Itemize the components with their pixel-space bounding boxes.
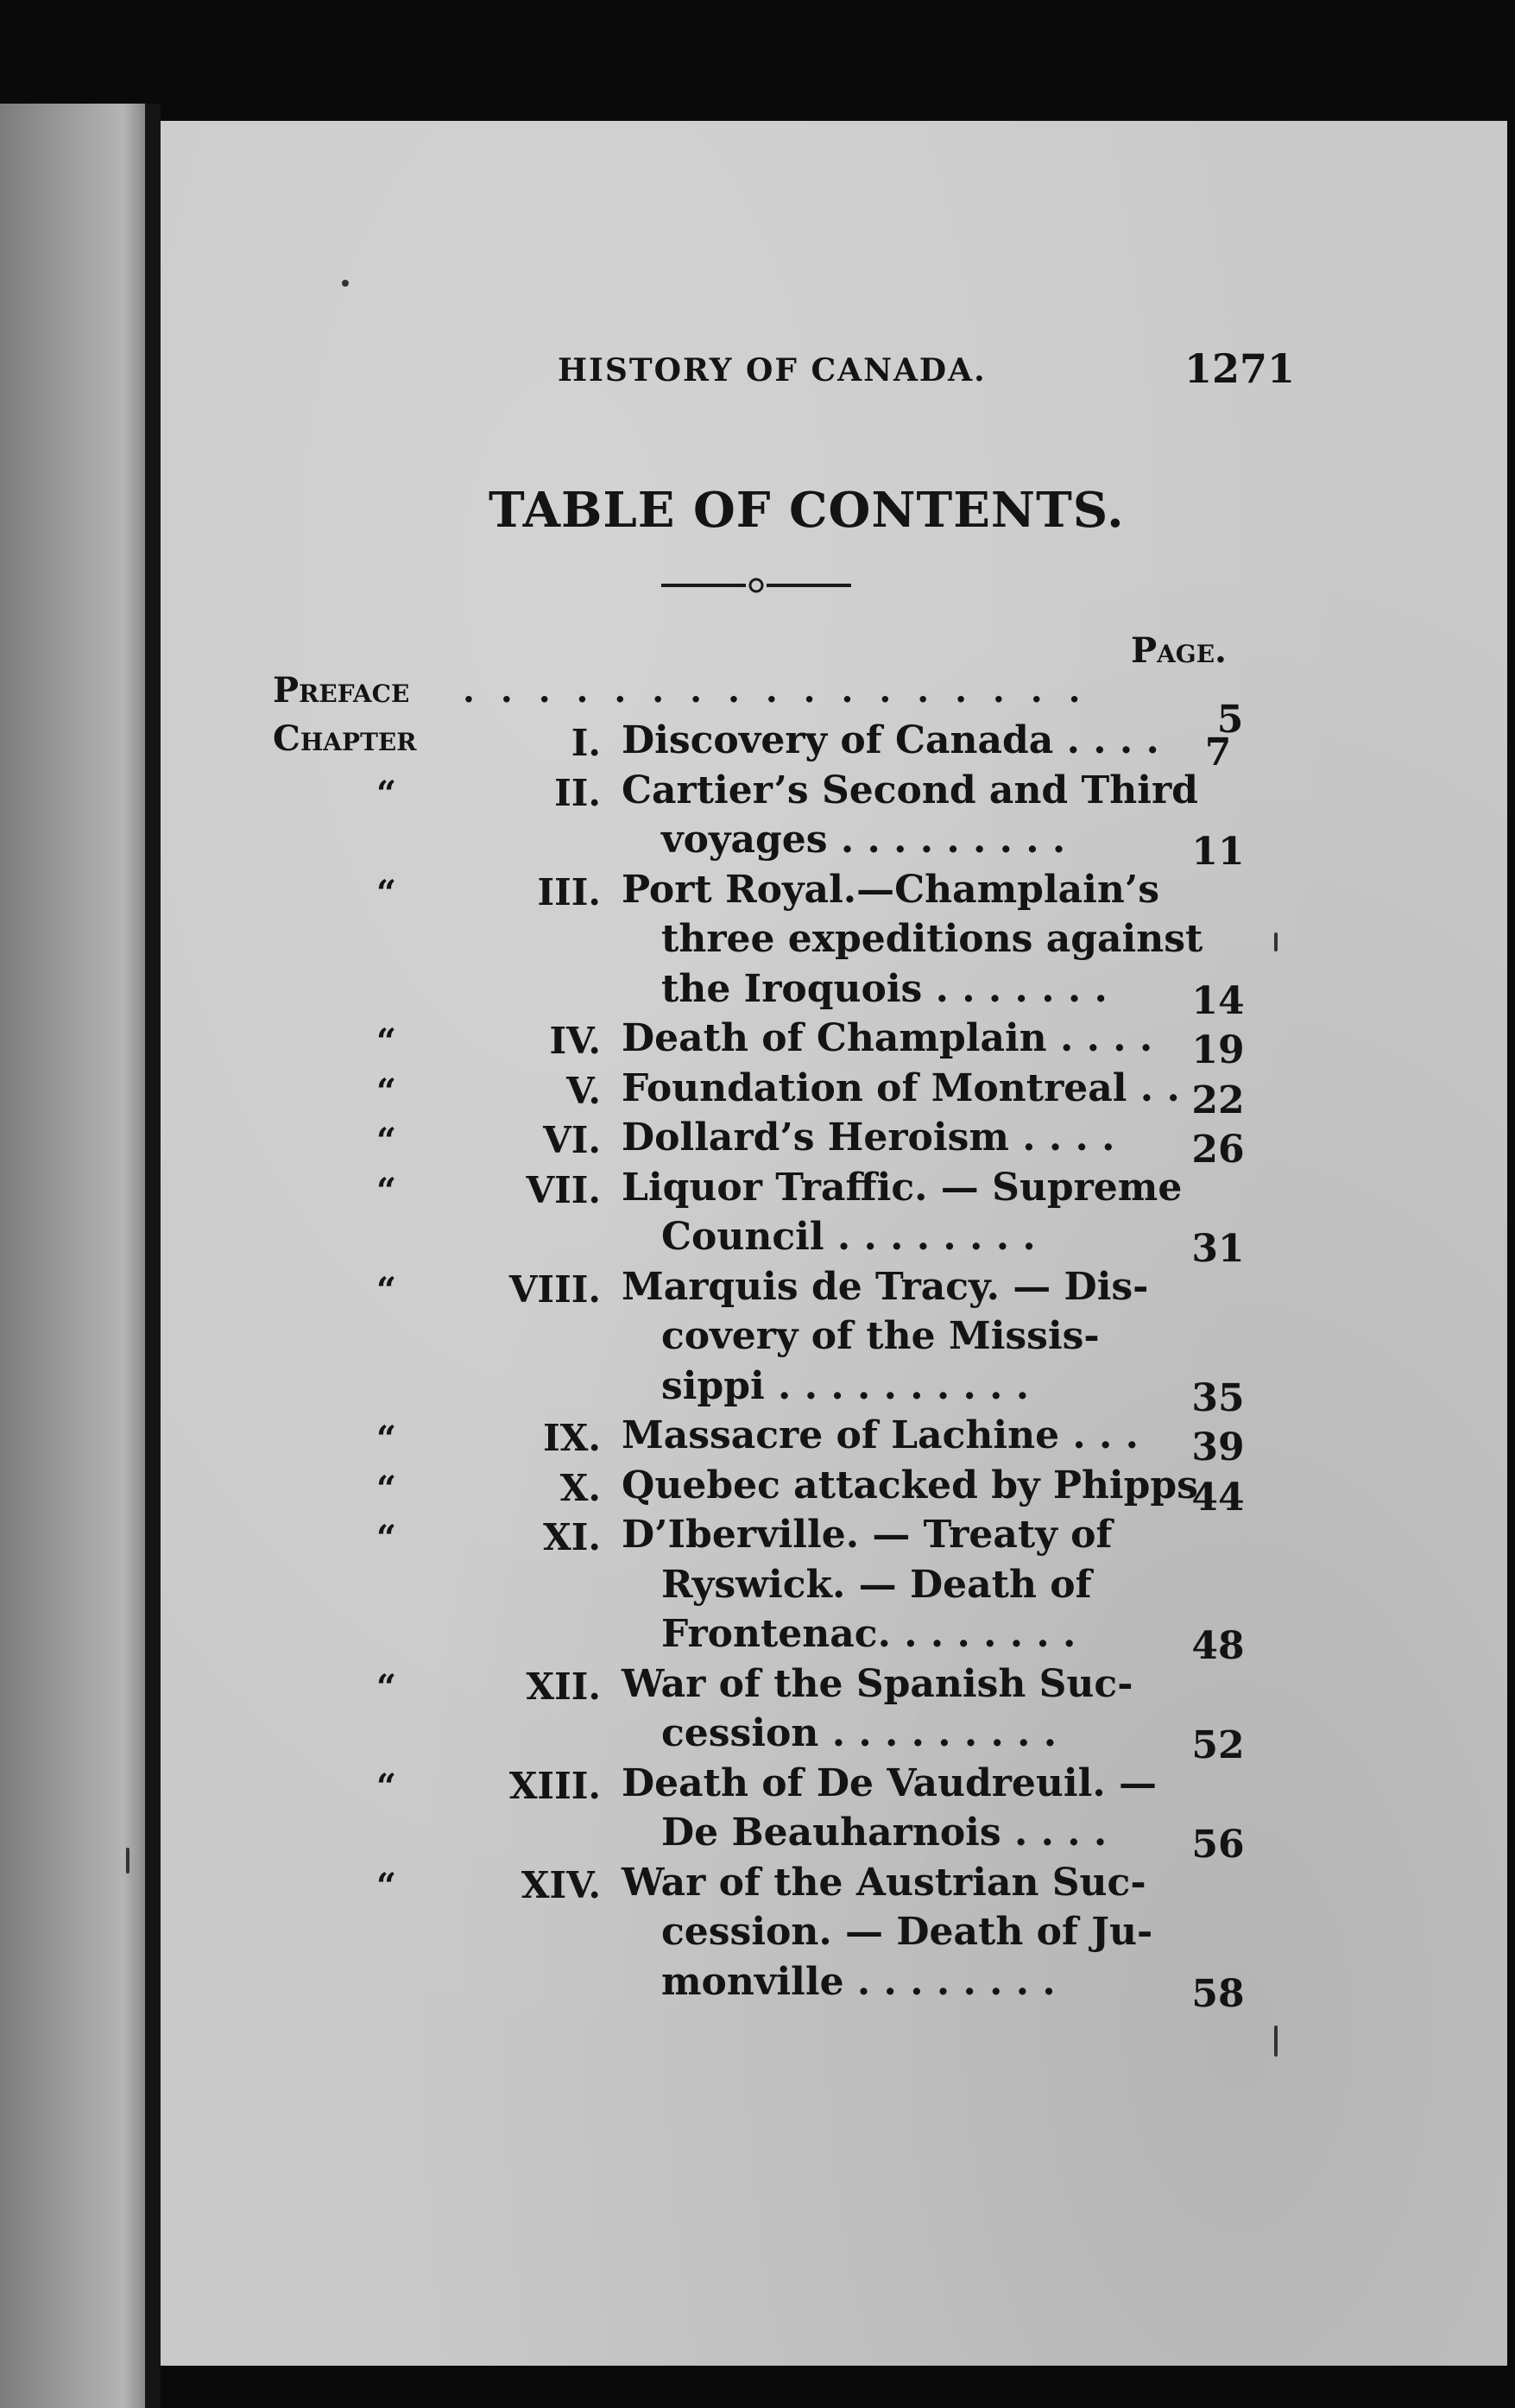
chapter-title-continued: three expeditions against (661, 917, 1203, 961)
chapter-title: Quebec attacked by Phipps (622, 1463, 1198, 1507)
chapter-title-continued: covery of the Missis- (661, 1314, 1100, 1358)
chapter-page: 7 (1204, 730, 1232, 774)
chapter-page: 14 (1191, 978, 1245, 1023)
chapter-title: Marquis de Tracy. — Dis- (622, 1264, 1149, 1309)
chapter-page: 19 (1191, 1028, 1245, 1072)
print-speck (1274, 932, 1278, 951)
facing-page-edge (0, 104, 145, 2408)
ditto-mark: “ (376, 1865, 397, 1906)
chapter-title: War of the Spanish Suc- (622, 1661, 1133, 1706)
chapter-title: War of the Austrian Suc- (622, 1860, 1146, 1905)
book-gutter (145, 104, 161, 2408)
ditto-mark: “ (376, 872, 397, 913)
chapter-title: Cartier’s Second and Third (622, 768, 1198, 812)
chapter-title: Death of De Vaudreuil. — (622, 1760, 1157, 1805)
preface-label: Preface (273, 670, 410, 711)
chapter-number: V. (566, 1069, 601, 1112)
chapter-page: 52 (1191, 1723, 1245, 1767)
chapter-title: Massacre of Lachine . . . (622, 1413, 1139, 1457)
chapter-number: VIII. (508, 1267, 601, 1311)
chapter-number: VI. (543, 1119, 601, 1161)
ditto-mark: “ (376, 1468, 397, 1509)
chapter-number: II. (554, 771, 601, 814)
chapter-page: 22 (1191, 1078, 1245, 1122)
chapter-number: XI. (543, 1516, 601, 1558)
chapter-page: 56 (1191, 1823, 1245, 1867)
ditto-mark: “ (376, 773, 397, 814)
chapter-page: 39 (1191, 1425, 1245, 1469)
chapter-page: 11 (1191, 830, 1245, 874)
chapter-title: Port Royal.—Champlain’s (622, 867, 1159, 912)
chapter-title-continued: Council . . . . . . . . (661, 1215, 1036, 1259)
chapter-title: D’Iberville. — Treaty of (622, 1513, 1113, 1557)
chapter-title: Dollard’s Heroism . . . . (622, 1116, 1115, 1160)
chapter-number: III. (537, 870, 601, 913)
ditto-mark: “ (376, 1121, 397, 1161)
page-column-header: Page. (1131, 630, 1227, 671)
preface-leader-dots: . . . . . . . . . . . . . . . . . (463, 670, 1088, 711)
running-head: HISTORY OF CANADA. (558, 352, 987, 389)
ditto-mark: “ (376, 1518, 397, 1558)
page-number: 1271 (1184, 345, 1296, 392)
ditto-mark: “ (376, 1021, 397, 1062)
chapter-number: XIII. (508, 1764, 601, 1807)
chapter-label: Chapter (273, 718, 417, 759)
ditto-mark: “ (376, 1419, 397, 1459)
chapter-page: 58 (1191, 1971, 1245, 2016)
chapter-number: X. (559, 1466, 601, 1509)
preface-page: 5 (1216, 698, 1244, 742)
print-speck (126, 1848, 129, 1874)
ditto-mark: “ (376, 1170, 397, 1211)
chapter-page: 31 (1191, 1227, 1245, 1271)
chapter-title-continued: De Beauharnois . . . . (661, 1811, 1108, 1855)
chapter-page: 44 (1191, 1475, 1245, 1520)
chapter-title-continued: Frontenac. . . . . . . . (661, 1612, 1076, 1656)
chapter-title-continued: Ryswick. — Death of (661, 1562, 1092, 1607)
ditto-mark: “ (376, 1766, 397, 1807)
chapter-number: XII. (526, 1665, 601, 1708)
print-speck (342, 280, 349, 287)
chapter-number: XIV. (521, 1863, 601, 1906)
contents-page (161, 121, 1507, 2366)
chapter-title-continued: the Iroquois . . . . . . . (661, 966, 1108, 1011)
chapter-title: Liquor Traffic. — Supreme (622, 1165, 1183, 1210)
chapter-page: 26 (1191, 1128, 1245, 1172)
chapter-number: I. (571, 722, 601, 764)
chapter-page: 35 (1191, 1375, 1245, 1420)
chapter-page: 48 (1191, 1624, 1245, 1668)
chapter-title-continued: cession . . . . . . . . . (661, 1711, 1057, 1755)
chapter-title-continued: monville . . . . . . . . (661, 1959, 1056, 2004)
chapter-number: IX. (543, 1417, 601, 1459)
print-speck (1274, 2026, 1278, 2057)
chapter-title-continued: cession. — Death of Ju- (661, 1910, 1153, 1954)
chapter-title-continued: voyages . . . . . . . . . (661, 818, 1066, 862)
chapter-title-continued: sippi . . . . . . . . . . (661, 1363, 1030, 1408)
ditto-mark: “ (376, 1666, 397, 1708)
page-title: TABLE OF CONTENTS. (489, 482, 1125, 539)
chapter-title: Death of Champlain . . . . (622, 1016, 1153, 1060)
ornamental-rule (661, 577, 851, 594)
chapter-number: IV. (549, 1020, 601, 1062)
ditto-mark: “ (376, 1269, 397, 1311)
chapter-title: Discovery of Canada . . . . (622, 718, 1159, 762)
ditto-mark: “ (376, 1071, 397, 1112)
chapter-title: Foundation of Montreal . . (622, 1065, 1180, 1110)
chapter-number: VII. (526, 1168, 601, 1211)
